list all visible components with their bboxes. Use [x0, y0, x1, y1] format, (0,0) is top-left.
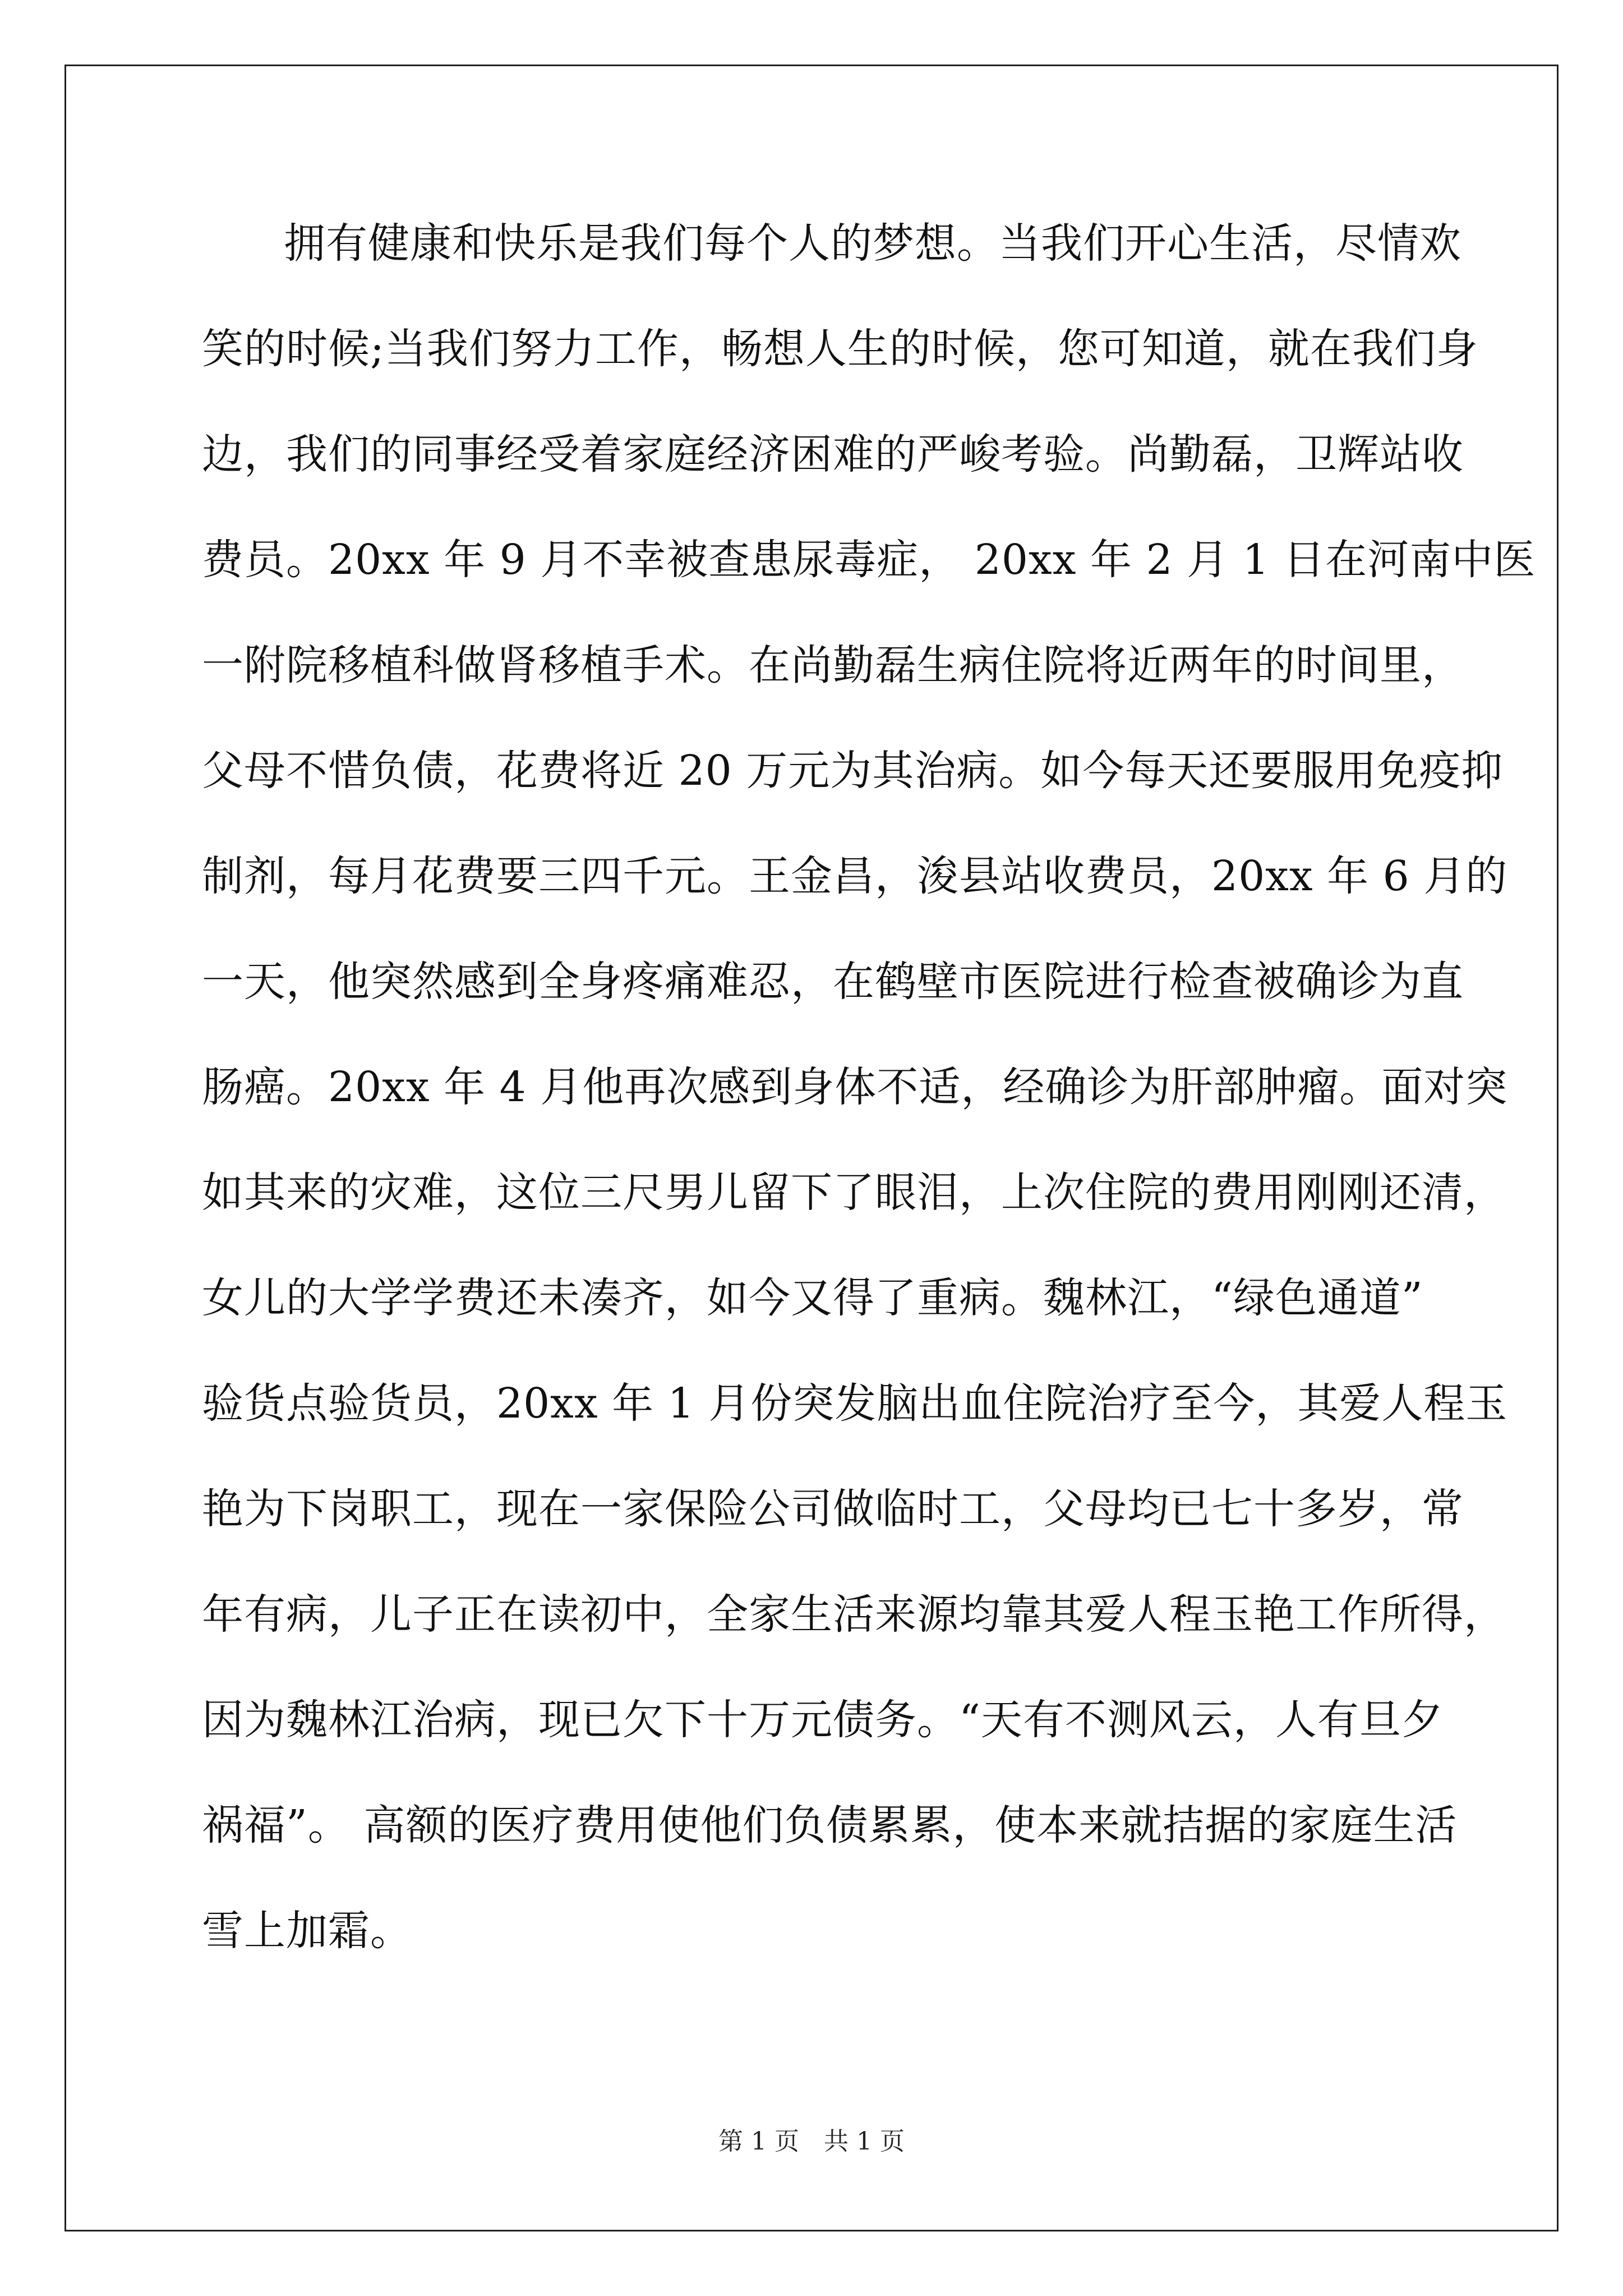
paragraph-line-7: 制剂，每月花费要三四千元。王金昌，浚县站收费员，20xx 年 6 月的: [202, 852, 1508, 900]
paragraph-line-13: 艳为下岗职工，现在一家保险公司做临时工，父母均已七十多岁，常: [202, 1485, 1464, 1533]
paragraph-line-4: 费员。20xx 年 9 月不幸被查患尿毒症， 20xx 年 2 月 1 日在河南中医: [202, 536, 1536, 584]
paragraph-line-8: 一天，他突然感到全身疼痛难忍，在鹤壁市医院进行检查被确诊为直: [202, 958, 1464, 1006]
paragraph-line-11: 女儿的大学学费还未凑齐，如今又得了重病。魏林江，“绿色通道”: [202, 1274, 1423, 1322]
paragraph-line-5: 一附院移植科做肾移植手术。在尚勤磊生病住院将近两年的时间里，: [202, 641, 1464, 689]
paragraph-line-16: 祸福”。 高额的医疗费用使他们负债累累，使本来就拮据的家庭生活: [202, 1801, 1458, 1849]
paragraph-line-14: 年有病，儿子正在读初中，全家生活来源均靠其爱人程玉艳工作所得，: [202, 1590, 1506, 1639]
paragraph-line-3: 边，我们的同事经受着家庭经济困难的严峻考验。尚勤磊，卫辉站收: [202, 430, 1464, 478]
page-number-footer: 第 1 页 共 1 页: [718, 2127, 905, 2156]
paragraph-line-15: 因为魏林江治病，现已欠下十万元债务。“天有不测风云，人有旦夕: [202, 1696, 1444, 1744]
paragraph-line-10: 如其来的灾难，这位三尺男儿留下了眼泪，上次住院的费用刚刚还清，: [202, 1168, 1506, 1217]
paragraph-line-1: 拥有健康和快乐是我们每个人的梦想。当我们开心生活，尽情欢: [284, 219, 1461, 268]
paragraph-line-6: 父母不惜负债，花费将近 20 万元为其治病。如今每天还要服用免疫抑: [202, 747, 1504, 795]
paragraph-line-9: 肠癌。20xx 年 4 月他再次感到身体不适，经确诊为肝部肿瘤。面对突: [202, 1063, 1508, 1111]
document-body: [202, 191, 1536, 1984]
paragraph-line-17: 雪上加霜。: [202, 1907, 412, 1955]
paragraph-line-12: 验货点验货员，20xx 年 1 月份突发脑出血住院治疗至今，其爱人程玉: [202, 1379, 1508, 1428]
paragraph-line-2: 笑的时候;当我们努力工作，畅想人生的时候，您可知道，就在我们身: [202, 325, 1478, 373]
